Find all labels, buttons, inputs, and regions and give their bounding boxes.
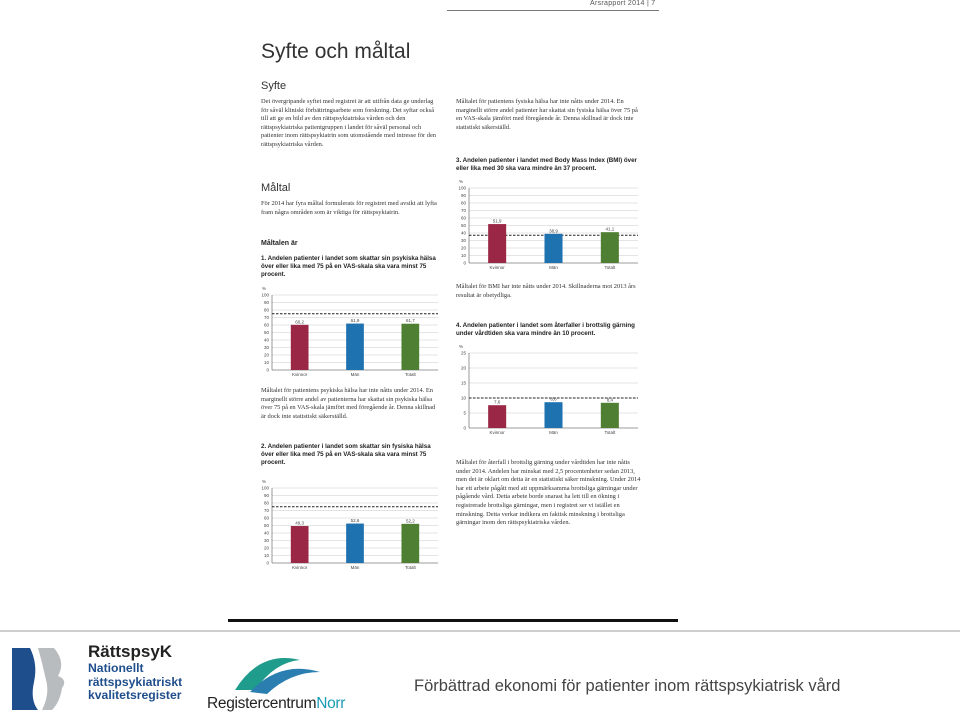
data-label: 61,9 xyxy=(350,318,360,324)
bar xyxy=(488,405,506,428)
y-tick-label: 80 xyxy=(263,500,269,506)
y-tick-label: 50 xyxy=(263,330,269,335)
x-tick-label: Män xyxy=(549,430,558,435)
data-label: 41,1 xyxy=(605,226,615,232)
maltalen-ar: Måltalen är xyxy=(261,240,298,247)
y-tick-label: 90 xyxy=(460,193,466,198)
y-tick-label: 30 xyxy=(263,538,269,543)
y-tick-label: 90 xyxy=(263,493,269,498)
bar xyxy=(346,324,364,370)
y-tick-label: 80 xyxy=(263,307,269,313)
report-header: Årsrapport 2014 | 7 xyxy=(590,0,656,7)
syfte-heading: Syfte xyxy=(261,80,287,92)
bar xyxy=(401,324,419,370)
goal-1-text: Måltalet för patientens psykiska hälsa har inte nåtts under 2014. En marginellt större andel av patienterna har skattat sin psykiska hälsa över 75 på en VAS-skala jämfört med föregående år. Denna skillnad är dock inte statistiskt säkerställd. xyxy=(261,387,436,420)
y-tick-label: 0 xyxy=(463,260,466,266)
y-tick-label: 5 xyxy=(463,410,466,416)
y-tick-label: 10 xyxy=(263,360,269,365)
y-tick-label: 20 xyxy=(263,352,269,358)
y-tick-label: 40 xyxy=(460,230,466,236)
footer-rule xyxy=(0,630,960,632)
x-tick-label: Totalt xyxy=(604,265,616,270)
x-tick-label: Kvinnor xyxy=(292,372,308,377)
bar xyxy=(401,524,419,563)
head-silhouette-icon xyxy=(12,648,38,710)
y-tick-label: 100 xyxy=(261,485,269,491)
data-label: 49,3 xyxy=(295,520,305,526)
y-tick-label: 60 xyxy=(263,322,269,328)
chart-4 xyxy=(455,345,640,437)
maltal-heading: Måltal xyxy=(261,182,291,194)
bar xyxy=(291,325,309,370)
goal-1-title: 1. Andelen patienter i landet som skattar sin psykiska hälsa över eller lika med 75 på en VAS-skala ska vara minst 75 procent. xyxy=(261,255,436,278)
y-tick-label: 50 xyxy=(460,223,466,228)
page-divider xyxy=(228,619,678,622)
goal-4-title: 4. Andelen patienter i landet som återfaller i brottslig gärning under vårdtiden ska vara mindre än 10 procent. xyxy=(456,322,635,337)
x-tick-label: Totalt xyxy=(604,430,616,435)
y-unit-label: % xyxy=(459,344,464,349)
x-tick-label: Män xyxy=(350,372,360,377)
y-tick-label: 20 xyxy=(460,365,466,371)
y-unit-label: % xyxy=(262,286,267,291)
chart-2 xyxy=(258,480,440,572)
y-tick-label: 10 xyxy=(263,553,269,558)
y-tick-label: 70 xyxy=(460,208,466,213)
y-tick-label: 0 xyxy=(266,367,269,373)
bar xyxy=(601,403,619,428)
x-tick-label: Män xyxy=(350,565,360,570)
y-tick-label: 15 xyxy=(460,380,466,386)
goal-2-text: Måltalet för patientens fysiska hälsa har inte nåtts under 2014. En marginellt större andel patienter har skattat sin fysiska hälsa över 75 på en VAS-skala jämfört med föregående år. Denna skillnad är dock inte statistiskt säkerställd. xyxy=(456,98,638,131)
data-label: 8,4 xyxy=(606,397,613,403)
y-tick-label: 60 xyxy=(263,515,269,521)
presentation-tagline: Förbättrad ekonomi för patienter inom rättspsykiatrisk vård xyxy=(414,677,841,695)
x-tick-label: Totalt xyxy=(404,565,416,570)
y-tick-label: 70 xyxy=(263,315,269,320)
maltal-text: För 2014 har fyra måltal formulerats för registret med avsikt att lyfta fram några områden som är viktiga för rättspsykiatrin. xyxy=(261,200,437,216)
bar xyxy=(544,234,562,263)
header-rule xyxy=(447,10,659,11)
y-tick-label: 50 xyxy=(263,523,269,528)
goal-3-text: Måltalet för BMI har inte nåtts under 2014. Skillnaderna mot 2013 års resultat är obetydliga. xyxy=(456,283,636,299)
data-label: 8,6 xyxy=(550,396,557,402)
x-tick-label: Kvinnor xyxy=(489,430,505,435)
data-label: 38,9 xyxy=(549,228,558,234)
rattspsyk-title: RättspsyK xyxy=(88,642,173,661)
y-tick-label: 0 xyxy=(463,425,466,431)
data-label: 52,2 xyxy=(405,518,415,524)
y-unit-label: % xyxy=(262,479,267,484)
y-tick-label: 30 xyxy=(460,238,466,243)
y-tick-label: 20 xyxy=(263,545,269,551)
y-unit-label: % xyxy=(459,179,464,184)
y-tick-label: 40 xyxy=(263,337,269,343)
goal-3-title: 3. Andelen patienter i landet med Body Mass Index (BMI) över eller lika med 30 ska vara mindre än 37 procent. xyxy=(456,157,637,172)
y-tick-label: 100 xyxy=(458,185,466,191)
bar xyxy=(291,526,309,563)
registercentrum-name: RegistercentrumNorr xyxy=(207,695,346,712)
bar xyxy=(601,232,619,263)
syfte-text: Det övergripande syftet med registret är att utifrån data ge underlag för såväl kliniskt förbättringsarbete som forskning. Det syftar också till att ge en bild av den rättspsykiatriska vården och den rättspsykiatriska patientgruppen i landet för såväl personal och patienter inom rättspsykiatrin som utomstående med intresse för den rättspsykiatriska vården. xyxy=(261,98,436,148)
x-tick-label: Män xyxy=(549,265,558,270)
x-tick-label: Kvinnor xyxy=(292,565,308,570)
y-tick-label: 25 xyxy=(460,350,466,356)
data-label: 7,6 xyxy=(494,399,501,405)
bar xyxy=(544,402,562,428)
data-label: 51,9 xyxy=(492,218,502,224)
y-tick-label: 20 xyxy=(460,245,466,251)
data-label: 61,7 xyxy=(405,318,415,324)
bar xyxy=(346,524,364,563)
page-title: Syfte och måltal xyxy=(261,40,411,63)
y-tick-label: 80 xyxy=(460,200,466,206)
y-tick-label: 10 xyxy=(460,253,466,258)
chart-1 xyxy=(258,287,440,379)
y-tick-label: 40 xyxy=(263,530,269,536)
data-label: 52,6 xyxy=(350,518,360,524)
y-tick-label: 100 xyxy=(261,292,269,298)
rattspsyk-subtitle: Nationellt rättspsykiatriskt kvalitetsregister xyxy=(88,661,183,702)
goal-2-title: 2. Andelen patienter i landet som skattar sin fysiska hälsa över eller lika med 75 på en VAS-skala ska vara minst 75 procent. xyxy=(261,443,431,466)
y-tick-label: 30 xyxy=(263,345,269,350)
data-label: 60,2 xyxy=(295,319,305,325)
y-tick-label: 90 xyxy=(263,300,269,305)
x-tick-label: Totalt xyxy=(404,372,416,377)
y-tick-label: 60 xyxy=(460,215,466,221)
y-tick-label: 70 xyxy=(263,508,269,513)
chart-3 xyxy=(455,180,640,272)
y-tick-label: 0 xyxy=(266,560,269,566)
x-tick-label: Kvinnor xyxy=(489,265,505,270)
bar xyxy=(488,224,506,263)
goal-4-text: Måltalet för återfall i brottslig gärning under vårdtiden har inte nåtts under 2014. Andelen har minskat med 2,5 procentenheter sedan 2013, men det är oklart om detta är en statistiskt säker minskning. Under 2014 har ett arbete pågått med att uppmärksamma brottsliga gärningar under pågående vård. Detta arbete borde snarast ha lett till en ökning i registrerade brottsliga gärningar, men i registret ser vi istället en minskning. Detta verkar indikera en faktisk minskning i brottsliga gärningar inom den rättspsykiatriska vården. xyxy=(456,459,641,527)
y-tick-label: 10 xyxy=(460,395,466,401)
